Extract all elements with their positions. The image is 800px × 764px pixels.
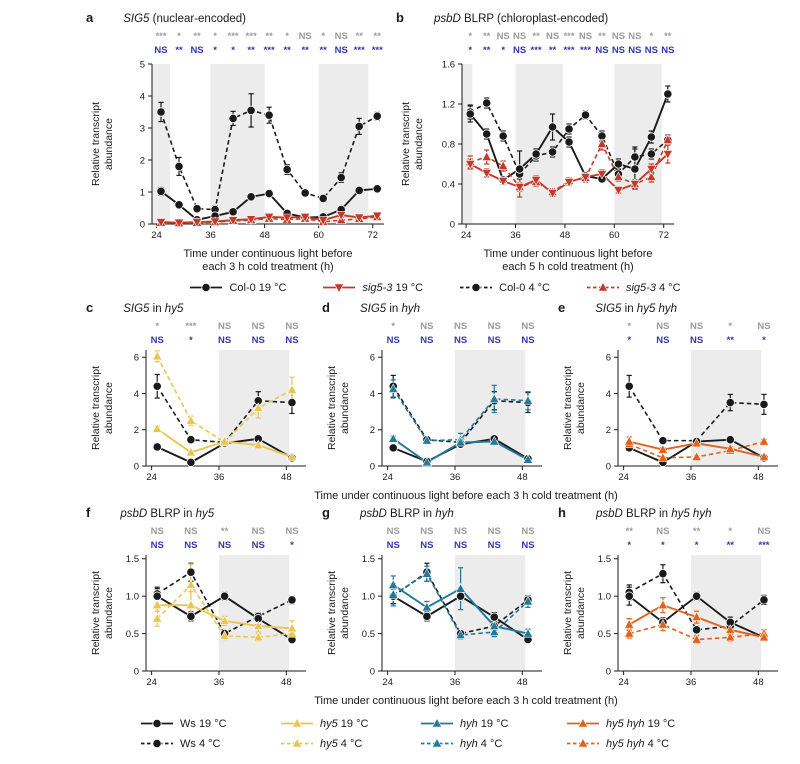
svg-text:24: 24 <box>460 230 472 241</box>
svg-text:**: ** <box>726 335 734 346</box>
legend-hy5-4-symbol <box>280 737 314 750</box>
svg-text:Relative transcript: Relative transcript <box>562 365 574 451</box>
svg-text:NS: NS <box>644 45 658 56</box>
svg-text:abundance: abundance <box>103 118 115 170</box>
svg-text:*: * <box>468 31 473 42</box>
legend-col0-4-label: Col-0 4 °C <box>499 281 550 294</box>
panel-row-1 <box>86 10 794 274</box>
svg-text:***: *** <box>263 45 275 56</box>
svg-text:NS: NS <box>184 540 198 551</box>
svg-text:abundance: abundance <box>339 587 351 639</box>
legend-hyh-4 <box>420 737 566 750</box>
svg-text:NS: NS <box>251 540 265 551</box>
svg-text:NS: NS <box>420 335 434 346</box>
svg-text:***: *** <box>155 31 167 42</box>
x-axis-label-row3: Time under continuous light before each 3 h cold treatment (h) <box>314 695 618 707</box>
chart-g <box>322 523 552 689</box>
svg-text:*: * <box>189 335 193 346</box>
svg-text:2: 2 <box>605 425 611 437</box>
svg-text:72: 72 <box>367 230 379 241</box>
legend-ws-19 <box>140 717 280 730</box>
svg-text:NS: NS <box>217 540 232 551</box>
svg-text:24: 24 <box>151 230 162 241</box>
legend-hyh-19-symbol <box>420 717 454 730</box>
svg-text:48: 48 <box>259 230 270 241</box>
svg-text:*: * <box>627 321 632 332</box>
svg-text:48: 48 <box>517 472 528 483</box>
svg-text:NS: NS <box>251 335 265 346</box>
svg-text:***: *** <box>758 540 770 551</box>
legend-col0-19-symbol <box>189 281 223 294</box>
svg-text:*: * <box>627 540 632 551</box>
legend-sig5 <box>86 281 794 294</box>
svg-text:*: * <box>649 31 654 42</box>
svg-text:***: *** <box>227 31 239 42</box>
legend-hy5-4 <box>280 737 420 750</box>
svg-text:NS: NS <box>521 540 535 551</box>
legend-ws-19-symbol <box>140 717 174 730</box>
svg-text:**: ** <box>482 45 491 56</box>
svg-text:NS: NS <box>251 526 265 537</box>
svg-text:NS: NS <box>386 526 400 537</box>
svg-text:0: 0 <box>605 461 611 473</box>
legend-hy5hyh-19-label: hy5 hyh 19 °C <box>606 717 676 730</box>
svg-text:**: ** <box>175 45 183 56</box>
panel-f <box>86 505 316 694</box>
svg-text:6: 6 <box>369 352 375 364</box>
svg-text:0.4: 0.4 <box>441 179 455 191</box>
svg-text:NS: NS <box>513 31 527 42</box>
svg-text:***: *** <box>579 45 592 56</box>
svg-text:NS: NS <box>251 321 265 332</box>
svg-text:NS: NS <box>285 321 299 332</box>
svg-text:Relative transcript: Relative transcript <box>90 101 102 187</box>
svg-text:36: 36 <box>213 472 225 483</box>
svg-text:1.2: 1.2 <box>441 99 455 111</box>
legend-col0-4 <box>459 281 550 294</box>
svg-text:*: * <box>728 321 733 332</box>
svg-text:2: 2 <box>369 425 375 437</box>
svg-text:***: *** <box>185 321 197 332</box>
legend-hy5-19 <box>280 717 420 730</box>
svg-text:0.5: 0.5 <box>125 628 139 640</box>
svg-text:NS: NS <box>521 321 535 332</box>
svg-text:48: 48 <box>559 230 571 241</box>
svg-text:NS: NS <box>513 45 527 56</box>
svg-text:**: ** <box>283 45 291 56</box>
panel-e <box>558 300 788 489</box>
panel-row-3 <box>86 505 794 694</box>
legend-hy5hyh-4 <box>566 737 736 750</box>
svg-text:1.0: 1.0 <box>361 591 375 603</box>
legend-hy5-19-symbol <box>280 717 314 730</box>
svg-text:0.5: 0.5 <box>361 628 375 640</box>
svg-text:NS: NS <box>545 31 560 42</box>
svg-text:NS: NS <box>298 31 312 42</box>
legend-hy5hyh-4-label: hy5 hyh 4 °C <box>606 737 670 750</box>
svg-text:abundance: abundance <box>103 382 115 434</box>
panel-letter-b: b <box>396 10 404 25</box>
svg-text:NS: NS <box>628 31 642 42</box>
svg-text:*: * <box>694 540 699 551</box>
svg-text:NS: NS <box>453 321 468 332</box>
svg-text:36: 36 <box>205 230 216 241</box>
svg-text:24: 24 <box>382 677 393 688</box>
svg-text:*: * <box>762 335 766 346</box>
svg-text:NS: NS <box>487 335 501 346</box>
svg-text:48: 48 <box>281 677 292 688</box>
svg-text:NS: NS <box>656 321 670 332</box>
legend-ws-19-label: Ws 19 °C <box>180 717 227 730</box>
svg-text:NS: NS <box>661 45 675 56</box>
legend-ws-4-symbol <box>140 737 174 750</box>
panel-row-2 <box>86 300 794 489</box>
svg-text:NS: NS <box>150 526 164 537</box>
legend-sig5-3-4-label: sig5-3 4 °C <box>625 281 681 294</box>
svg-text:1.0: 1.0 <box>597 591 611 603</box>
svg-text:6: 6 <box>605 352 611 364</box>
chart-a <box>86 28 390 242</box>
svg-text:1.6: 1.6 <box>441 59 455 71</box>
x-axis-label-a: Time under continuous light before each 3 h cold treatment (h) <box>183 248 353 273</box>
panel-title-b: psbD BLRP (chloroplast-encoded) <box>433 13 609 25</box>
x-axis-label-row2: Time under continuous light before each 3 h cold treatment (h) <box>314 490 618 502</box>
svg-text:0: 0 <box>133 666 139 678</box>
svg-text:NS: NS <box>487 540 501 551</box>
panel-h <box>558 505 788 694</box>
svg-text:NS: NS <box>689 321 704 332</box>
svg-text:60: 60 <box>313 230 324 241</box>
svg-text:***: *** <box>245 31 257 42</box>
panel-letter-g: g <box>322 505 330 520</box>
panel-letter-f: f <box>86 505 91 520</box>
svg-text:NS: NS <box>334 31 348 42</box>
panel-letter-c: c <box>86 300 94 315</box>
svg-text:*: * <box>728 526 733 537</box>
svg-text:NS: NS <box>487 321 501 332</box>
svg-text:2: 2 <box>139 155 145 167</box>
svg-text:4: 4 <box>133 388 139 400</box>
svg-text:24: 24 <box>382 472 393 483</box>
svg-text:Relative transcript: Relative transcript <box>90 570 102 656</box>
svg-text:**: ** <box>247 45 255 56</box>
svg-text:36: 36 <box>213 677 225 688</box>
svg-text:NS: NS <box>453 540 468 551</box>
svg-text:0: 0 <box>605 666 611 678</box>
svg-text:NS: NS <box>184 526 198 537</box>
panel-g <box>322 505 552 694</box>
svg-text:1.5: 1.5 <box>597 554 611 566</box>
svg-text:NS: NS <box>656 335 670 346</box>
svg-text:NS: NS <box>386 335 400 346</box>
panel-a <box>86 10 390 274</box>
svg-text:Relative transcript: Relative transcript <box>400 101 412 187</box>
svg-text:24: 24 <box>618 472 629 483</box>
svg-text:36: 36 <box>449 472 461 483</box>
panel-title-g: psbD BLRP in hyh <box>359 508 454 520</box>
svg-text:NS: NS <box>453 526 468 537</box>
svg-text:*: * <box>155 321 160 332</box>
svg-text:NS: NS <box>154 45 168 56</box>
svg-text:24: 24 <box>618 677 629 688</box>
svg-text:NS: NS <box>217 321 232 332</box>
svg-text:**: ** <box>726 540 734 551</box>
svg-text:NS: NS <box>453 335 468 346</box>
svg-text:0: 0 <box>139 219 145 231</box>
svg-text:**: ** <box>373 31 381 42</box>
panel-title-e: SIG5 in hy5 hyh <box>595 303 678 315</box>
svg-text:*: * <box>290 540 294 551</box>
svg-text:1: 1 <box>139 187 145 199</box>
svg-text:0.5: 0.5 <box>597 628 611 640</box>
svg-text:**: ** <box>355 31 363 42</box>
svg-text:72: 72 <box>658 230 669 241</box>
svg-text:0: 0 <box>369 461 375 473</box>
legend-sig5-3-19-label: sig5-3 19 °C <box>362 281 424 294</box>
svg-text:**: ** <box>532 31 540 42</box>
svg-text:*: * <box>213 45 217 56</box>
svg-text:abundance: abundance <box>575 382 587 434</box>
legend-sig5-3-4 <box>586 281 681 294</box>
svg-text:*: * <box>177 31 181 42</box>
svg-text:abundance: abundance <box>103 587 115 639</box>
svg-text:6: 6 <box>133 352 139 364</box>
svg-text:***: *** <box>563 45 575 56</box>
svg-text:36: 36 <box>685 677 697 688</box>
svg-text:4: 4 <box>605 388 611 400</box>
svg-text:3: 3 <box>139 123 145 135</box>
legend-col0-4-symbol <box>459 281 493 294</box>
svg-text:NS: NS <box>656 526 670 537</box>
chart-d <box>322 318 552 484</box>
legend-hy5-19-label: hy5 19 °C <box>320 717 369 730</box>
panel-c <box>86 300 316 489</box>
legend-hy5hyh-19-symbol <box>566 717 600 730</box>
legend-hyh-19 <box>420 717 566 730</box>
svg-text:4: 4 <box>369 388 375 400</box>
svg-text:NS: NS <box>757 526 771 537</box>
svg-text:36: 36 <box>449 677 461 688</box>
svg-text:NS: NS <box>190 45 204 56</box>
svg-text:*: * <box>321 31 326 42</box>
panel-letter-a: a <box>86 10 94 25</box>
svg-text:***: *** <box>563 31 575 42</box>
svg-text:*: * <box>213 31 217 42</box>
svg-text:NS: NS <box>285 335 299 346</box>
chart-c <box>86 318 316 484</box>
svg-text:*: * <box>391 321 396 332</box>
svg-text:*: * <box>661 540 665 551</box>
svg-text:Relative transcript: Relative transcript <box>326 365 338 451</box>
svg-text:NS: NS <box>578 31 593 42</box>
svg-text:1.5: 1.5 <box>125 554 139 566</box>
svg-text:4: 4 <box>139 91 145 103</box>
svg-text:Relative transcript: Relative transcript <box>562 570 574 656</box>
svg-text:NS: NS <box>285 526 299 537</box>
svg-text:5: 5 <box>139 59 145 71</box>
svg-text:24: 24 <box>146 677 157 688</box>
svg-text:48: 48 <box>281 472 292 483</box>
svg-text:NS: NS <box>689 335 704 346</box>
legend-ws-4-label: Ws 4 °C <box>180 737 221 750</box>
legend-mutants <box>86 717 794 750</box>
legend-hy5-4-label: hy5 4 °C <box>320 737 363 750</box>
svg-text:NS: NS <box>150 335 164 346</box>
svg-text:**: ** <box>598 31 606 42</box>
legend-sig5-3-4-symbol <box>586 281 620 294</box>
svg-text:abundance: abundance <box>339 382 351 434</box>
svg-text:**: ** <box>265 31 273 42</box>
panel-letter-h: h <box>558 505 566 520</box>
svg-text:NS: NS <box>420 321 434 332</box>
legend-hyh-19-label: hyh 19 °C <box>460 717 509 730</box>
svg-text:*: * <box>231 45 235 56</box>
svg-text:24: 24 <box>146 472 157 483</box>
svg-text:0: 0 <box>449 219 455 231</box>
svg-text:Relative transcript: Relative transcript <box>90 365 102 451</box>
svg-text:60: 60 <box>609 230 620 241</box>
svg-text:abundance: abundance <box>575 587 587 639</box>
svg-text:NS: NS <box>496 31 510 42</box>
panel-letter-d: d <box>322 300 330 315</box>
legend-col0-19-label: Col-0 19 °C <box>229 281 287 294</box>
svg-text:*: * <box>627 335 632 346</box>
svg-text:NS: NS <box>611 31 626 42</box>
svg-text:**: ** <box>220 526 229 537</box>
x-axis-label-b: Time under continuous light before each 5 h cold treatment (h) <box>483 248 653 273</box>
svg-text:1.0: 1.0 <box>125 591 139 603</box>
legend-ws-4 <box>140 737 280 750</box>
svg-text:36: 36 <box>510 230 521 241</box>
svg-text:48: 48 <box>753 472 764 483</box>
chart-h <box>558 523 788 689</box>
svg-text:NS: NS <box>150 540 164 551</box>
legend-col0-19 <box>189 281 286 294</box>
svg-text:***: *** <box>353 45 365 56</box>
panel-d <box>322 300 552 489</box>
svg-text:NS: NS <box>595 45 609 56</box>
svg-text:NS: NS <box>217 335 232 346</box>
svg-text:abundance: abundance <box>413 118 425 170</box>
svg-text:NS: NS <box>628 45 642 56</box>
svg-text:NS: NS <box>521 335 535 346</box>
chart-f <box>86 523 316 689</box>
svg-text:***: *** <box>371 45 383 56</box>
legend-hy5hyh-4-symbol <box>566 737 600 750</box>
svg-text:**: ** <box>319 45 327 56</box>
legend-hyh-4-symbol <box>420 737 454 750</box>
svg-text:NS: NS <box>334 45 348 56</box>
svg-text:2: 2 <box>133 425 139 437</box>
svg-text:36: 36 <box>685 472 697 483</box>
svg-text:**: ** <box>692 526 701 537</box>
svg-text:*: * <box>285 31 289 42</box>
chart-e <box>558 318 788 484</box>
svg-text:Relative transcript: Relative transcript <box>326 570 338 656</box>
svg-text:NS: NS <box>611 45 626 56</box>
svg-text:**: ** <box>482 31 491 42</box>
svg-text:NS: NS <box>386 540 400 551</box>
panel-title-d: SIG5 in hyh <box>359 303 421 315</box>
panel-title-c: SIG5 in hy5 <box>123 303 184 315</box>
svg-text:48: 48 <box>517 677 528 688</box>
svg-text:NS: NS <box>757 321 771 332</box>
svg-text:*: * <box>501 45 506 56</box>
svg-text:48: 48 <box>753 677 764 688</box>
legend-hyh-4-label: hyh 4 °C <box>460 737 503 750</box>
svg-text:0: 0 <box>369 666 375 678</box>
legend-sig5-3-19 <box>322 281 423 294</box>
svg-text:**: ** <box>625 526 633 537</box>
svg-text:***: *** <box>530 45 542 56</box>
panel-title-f: psbD BLRP in hy5 <box>120 508 215 520</box>
panel-title-a: SIG5 (nuclear-encoded) <box>123 13 246 25</box>
svg-text:*: * <box>468 45 473 56</box>
chart-b <box>396 28 784 242</box>
panel-title-h: psbD BLRP in hy5 hyh <box>595 508 712 520</box>
svg-text:NS: NS <box>420 526 434 537</box>
legend-hy5hyh-19 <box>566 717 736 730</box>
panel-letter-e: e <box>558 300 566 315</box>
svg-text:NS: NS <box>521 526 535 537</box>
svg-text:0: 0 <box>133 461 139 473</box>
svg-text:NS: NS <box>487 526 501 537</box>
svg-text:**: ** <box>301 45 309 56</box>
svg-text:**: ** <box>664 31 672 42</box>
panel-b <box>396 10 784 274</box>
legend-sig5-3-19-symbol <box>322 281 356 294</box>
svg-text:NS: NS <box>420 540 434 551</box>
svg-text:**: ** <box>548 45 557 56</box>
svg-text:0.8: 0.8 <box>441 139 455 151</box>
svg-text:1.5: 1.5 <box>361 554 375 566</box>
svg-text:**: ** <box>193 31 201 42</box>
